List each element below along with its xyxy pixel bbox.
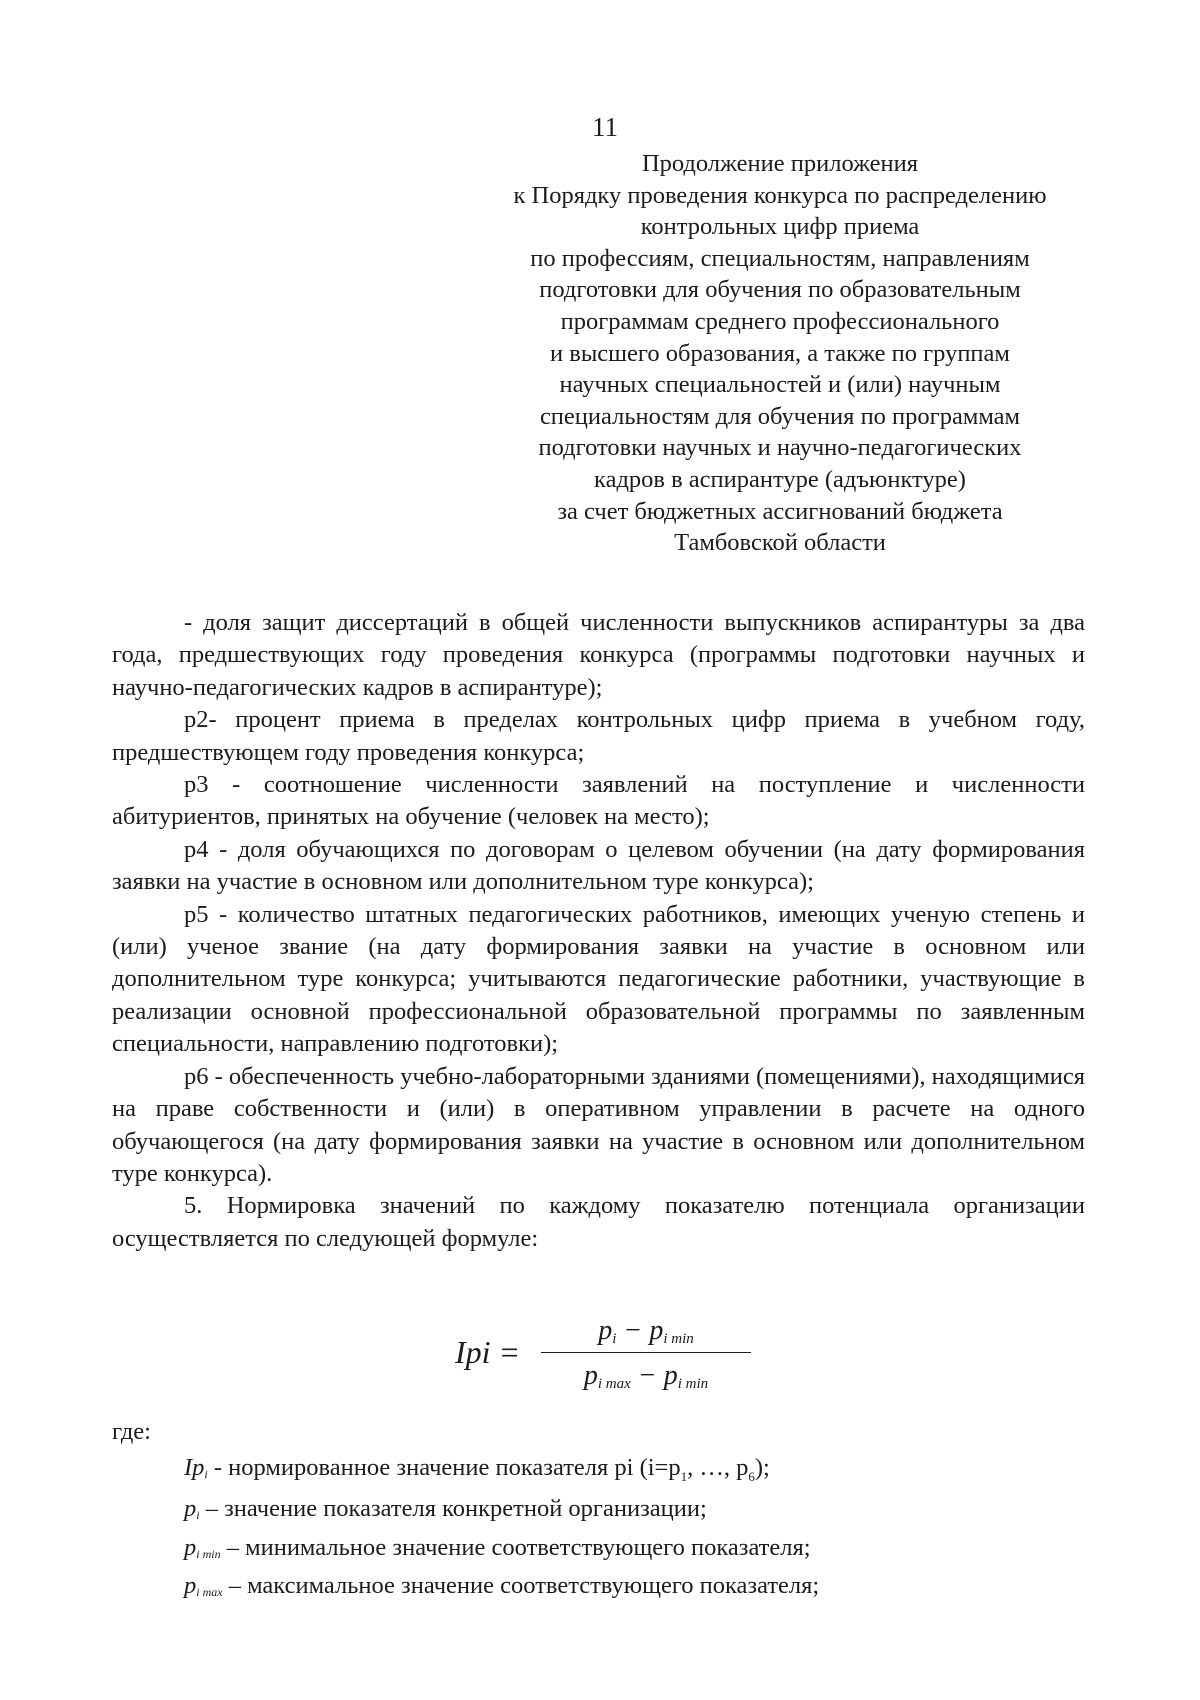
paragraph-p5: p5 - количество штатных педагогических работников, имеющих ученую степень и (или) ученое звание (на дату формирования заявки на участие в основном или дополнительном туре конкурса; учитываются педагогические работники, участвующие в реализации основной профессиональной образовательной программы по заявленным специальности, направлению подготовки); — [112, 900, 1085, 1058]
body-text — [112, 607, 1085, 1255]
definition-pi-min: $p_{i min}$ – минимальное значение соответствующего показателя; — [184, 1533, 811, 1561]
header-line: за счет бюджетных ассигнований бюджета — [557, 497, 1003, 525]
formula-numerator: $p_i - p_{i min}$ — [598, 1315, 694, 1347]
definitions-list — [184, 1452, 1084, 1609]
page-number: 11 — [592, 112, 618, 142]
header-line: Тамбовской области — [674, 529, 886, 557]
paragraph-p2: p2- процент приема в пределах контрольных цифр приема в учебном году, предшествующем году проведения конкурса; — [112, 706, 1085, 766]
paragraph-p3: p3 - соотношение численности заявлений на поступление и численности абитуриентов, принятых на обучение (человек на место); — [112, 771, 1085, 831]
header-line: программам среднего профессионального — [560, 307, 1000, 335]
where-label: где: — [112, 1418, 151, 1445]
definition-pi: $p_i$ – значение показателя конкретной организации; — [184, 1495, 707, 1523]
header-line: Продолжение приложения — [641, 150, 919, 177]
paragraph-normalization: 5. Нормировка значений по каждому показателю потенциала организации осуществляется по следующей формуле: — [112, 1192, 1085, 1252]
formula-denominator: $p_{i max} - p_{i min}$ — [583, 1360, 709, 1392]
header-line: по профессиям, специальностям, направлениям — [530, 244, 1030, 272]
formula-lhs: Ipi = — [455, 1334, 521, 1370]
normalization-formula — [455, 1312, 755, 1392]
header-line: кадров в аспирантуре (адъюнктуре) — [594, 465, 966, 493]
paragraph-dissertation-share: - доля защит диссертаций в общей численности выпускников аспирантуры за два года, предшествующих году проведения конкурса (программы подготовки научных и научно-педагогических кадров в аспирантуре); — [112, 609, 1085, 701]
header-line: контрольных цифр приема — [640, 213, 920, 241]
paragraph-p4: p4 - доля обучающихся по договорам о целевом обучении (на дату формирования заявки на участие в основном или дополнительном туре конкурса); — [112, 835, 1085, 896]
header-line: подготовки научных и научно-педагогических — [538, 434, 1022, 462]
header-line: к Порядку проведения конкурса по распределению — [513, 181, 1047, 209]
header-line: специальностям для обучения по программам — [539, 402, 1021, 430]
header-line: научных специальностей и (или) научным — [559, 371, 1001, 399]
header-line: и высшего образования, а также по группам — [550, 339, 1010, 367]
header-line: подготовки для обучения по образовательным — [539, 276, 1021, 304]
fraction-bar — [541, 1352, 751, 1353]
definition-pi-max: $p_{i max}$ – максимальное значение соответствующего показателя; — [184, 1572, 820, 1600]
definition-ipi: $Ip_i$ - нормированное значение показателя pi ($i=p_1$, …, $p_6$); — [184, 1454, 770, 1484]
formula-fraction — [541, 1312, 751, 1395]
paragraph-p6: p6 - обеспеченность учебно-лабораторными зданиями (помещениями), находящимися на праве собственности и (или) в оперативном управлении в расчете на одного обучающегося (на дату формирования заявки на участие в основном или дополнительном туре конкурса). — [112, 1062, 1085, 1187]
appendix-header — [465, 148, 1095, 559]
